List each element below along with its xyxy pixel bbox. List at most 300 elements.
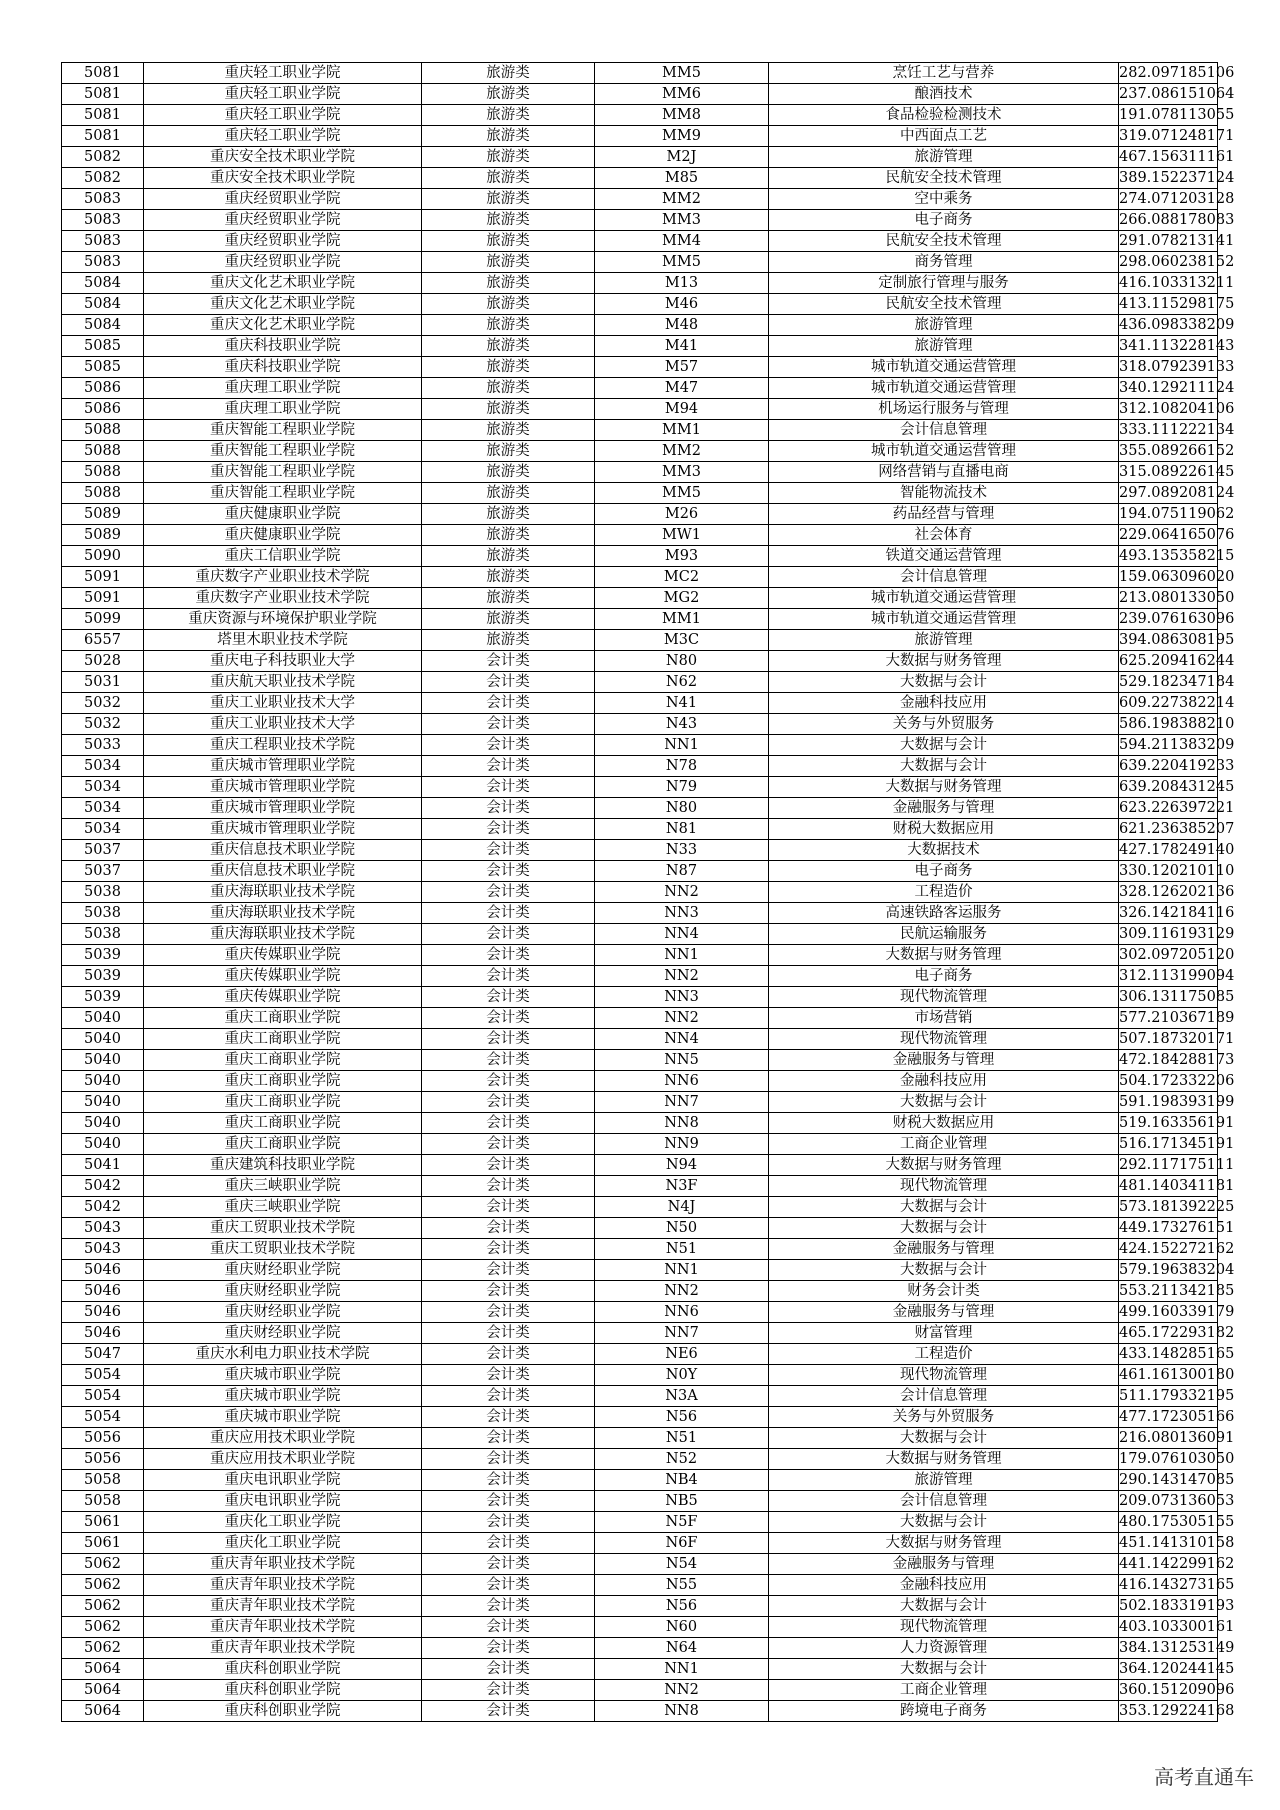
cell-major-code: MM5 (595, 483, 769, 504)
admission-score-table (61, 62, 1235, 1722)
cell-school-name: 重庆工商职业学院 (144, 1092, 422, 1113)
cell-major-code: M94 (595, 399, 769, 420)
cell-score: 477.172305166 (1119, 1407, 1218, 1428)
cell-category: 会计类 (422, 1197, 595, 1218)
cell-school-name: 重庆信息技术职业学院 (144, 840, 422, 861)
cell-category: 旅游类 (422, 84, 595, 105)
cell-school-code: 5041 (62, 1155, 144, 1176)
cell-school-name: 重庆城市管理职业学院 (144, 777, 422, 798)
cell-school-code: 5040 (62, 1071, 144, 1092)
cell-major-code: NN2 (595, 1008, 769, 1029)
table-row (62, 819, 1218, 840)
table-row (62, 1134, 1218, 1155)
cell-category: 旅游类 (422, 189, 595, 210)
cell-major-name: 财务会计类 (769, 1281, 1119, 1302)
cell-major-code: NN1 (595, 735, 769, 756)
cell-score: 318.079239133 (1119, 357, 1218, 378)
cell-school-code: 5081 (62, 84, 144, 105)
cell-school-code: 5088 (62, 462, 144, 483)
cell-school-code: 5038 (62, 924, 144, 945)
cell-school-code: 5042 (62, 1197, 144, 1218)
cell-school-code: 5062 (62, 1596, 144, 1617)
cell-score: 427.178249140 (1119, 840, 1218, 861)
cell-score: 516.171345191 (1119, 1134, 1218, 1155)
cell-school-name: 重庆城市管理职业学院 (144, 798, 422, 819)
cell-major-code: M46 (595, 294, 769, 315)
table-row (62, 1470, 1218, 1491)
table-row (62, 357, 1218, 378)
cell-major-code: MM6 (595, 84, 769, 105)
cell-score: 529.182347184 (1119, 672, 1218, 693)
cell-major-name: 大数据与财务管理 (769, 1155, 1119, 1176)
cell-school-name: 重庆应用技术职业学院 (144, 1449, 422, 1470)
cell-major-code: N52 (595, 1449, 769, 1470)
cell-major-name: 城市轨道交通运营管理 (769, 441, 1119, 462)
cell-school-name: 重庆经贸职业学院 (144, 189, 422, 210)
cell-school-code: 5040 (62, 1092, 144, 1113)
cell-category: 会计类 (422, 1218, 595, 1239)
cell-category: 旅游类 (422, 315, 595, 336)
cell-major-name: 大数据与会计 (769, 1659, 1119, 1680)
cell-major-name: 金融科技应用 (769, 1071, 1119, 1092)
table-row (62, 882, 1218, 903)
cell-school-name: 重庆传媒职业学院 (144, 966, 422, 987)
cell-category: 会计类 (422, 966, 595, 987)
cell-major-name: 大数据与财务管理 (769, 777, 1119, 798)
cell-major-code: NN2 (595, 966, 769, 987)
cell-school-code: 5034 (62, 798, 144, 819)
table-row (62, 1512, 1218, 1533)
cell-major-code: N80 (595, 798, 769, 819)
cell-major-name: 工程造价 (769, 1344, 1119, 1365)
cell-score: 591.198393199 (1119, 1092, 1218, 1113)
cell-major-name: 金融科技应用 (769, 693, 1119, 714)
cell-major-code: N6F (595, 1533, 769, 1554)
cell-category: 旅游类 (422, 567, 595, 588)
table-row (62, 1239, 1218, 1260)
cell-school-name: 塔里木职业技术学院 (144, 630, 422, 651)
table-body (62, 63, 1235, 1722)
cell-category: 会计类 (422, 1701, 595, 1722)
cell-major-code: MM5 (595, 63, 769, 84)
cell-major-name: 电子商务 (769, 210, 1119, 231)
cell-category: 会计类 (422, 798, 595, 819)
cell-school-name: 重庆电讯职业学院 (144, 1491, 422, 1512)
cell-school-code: 5084 (62, 273, 144, 294)
table-row (62, 1281, 1218, 1302)
cell-category: 会计类 (422, 651, 595, 672)
cell-major-code: NE6 (595, 1344, 769, 1365)
cell-school-name: 重庆数字产业职业技术学院 (144, 567, 422, 588)
cell-major-code: M26 (595, 504, 769, 525)
cell-score: 625.209416244 (1119, 651, 1218, 672)
table-row (62, 462, 1218, 483)
cell-school-code: 5032 (62, 693, 144, 714)
cell-major-name: 机场运行服务与管理 (769, 399, 1119, 420)
cell-school-name: 重庆工商职业学院 (144, 1029, 422, 1050)
cell-school-code: 5089 (62, 525, 144, 546)
cell-score: 413.115298175 (1119, 294, 1218, 315)
cell-major-code: N78 (595, 756, 769, 777)
cell-category: 旅游类 (422, 504, 595, 525)
cell-school-code: 5062 (62, 1617, 144, 1638)
cell-category: 旅游类 (422, 630, 595, 651)
cell-school-name: 重庆信息技术职业学院 (144, 861, 422, 882)
cell-score: 472.184288173 (1119, 1050, 1218, 1071)
cell-major-code: NN7 (595, 1323, 769, 1344)
table-row (62, 378, 1218, 399)
cell-category: 旅游类 (422, 462, 595, 483)
table-row (62, 777, 1218, 798)
cell-major-name: 财税大数据应用 (769, 819, 1119, 840)
cell-category: 会计类 (422, 756, 595, 777)
cell-category: 会计类 (422, 1470, 595, 1491)
cell-school-code: 5038 (62, 882, 144, 903)
cell-score: 330.120210110 (1119, 861, 1218, 882)
cell-category: 会计类 (422, 1512, 595, 1533)
table-row (62, 966, 1218, 987)
cell-school-code: 5056 (62, 1449, 144, 1470)
cell-school-code: 5084 (62, 315, 144, 336)
cell-school-code: 5040 (62, 1008, 144, 1029)
cell-major-name: 药品经营与管理 (769, 504, 1119, 525)
table-row (62, 630, 1218, 651)
cell-school-code: 5038 (62, 903, 144, 924)
table-row (62, 1029, 1218, 1050)
cell-category: 旅游类 (422, 483, 595, 504)
cell-category: 会计类 (422, 1239, 595, 1260)
cell-score: 216.080136091 (1119, 1428, 1218, 1449)
cell-school-name: 重庆化工职业学院 (144, 1533, 422, 1554)
cell-major-name: 大数据与会计 (769, 1428, 1119, 1449)
cell-category: 会计类 (422, 1176, 595, 1197)
table-row (62, 147, 1218, 168)
cell-major-code: MM1 (595, 420, 769, 441)
cell-major-code: NB4 (595, 1470, 769, 1491)
cell-major-name: 金融科技应用 (769, 1575, 1119, 1596)
cell-school-name: 重庆文化艺术职业学院 (144, 315, 422, 336)
cell-major-name: 关务与外贸服务 (769, 714, 1119, 735)
table-row (62, 105, 1218, 126)
cell-major-name: 城市轨道交通运营管理 (769, 588, 1119, 609)
cell-major-code: N5F (595, 1512, 769, 1533)
table-row (62, 1092, 1218, 1113)
cell-major-code: NN6 (595, 1302, 769, 1323)
cell-school-code: 5046 (62, 1260, 144, 1281)
cell-category: 会计类 (422, 1155, 595, 1176)
cell-score: 451.141310158 (1119, 1533, 1218, 1554)
cell-school-name: 重庆工信职业学院 (144, 546, 422, 567)
cell-category: 会计类 (422, 1050, 595, 1071)
cell-school-code: 5043 (62, 1218, 144, 1239)
cell-major-name: 现代物流管理 (769, 1029, 1119, 1050)
cell-school-code: 5040 (62, 1134, 144, 1155)
cell-major-name: 烹饪工艺与营养 (769, 63, 1119, 84)
cell-school-code: 5064 (62, 1680, 144, 1701)
cell-major-name: 工商企业管理 (769, 1134, 1119, 1155)
table-row (62, 1302, 1218, 1323)
table-row (62, 126, 1218, 147)
cell-major-code: M2J (595, 147, 769, 168)
cell-major-name: 大数据与财务管理 (769, 1449, 1119, 1470)
cell-major-name: 电子商务 (769, 861, 1119, 882)
cell-school-code: 5058 (62, 1470, 144, 1491)
table-row (62, 1050, 1218, 1071)
cell-major-name: 财富管理 (769, 1323, 1119, 1344)
cell-school-code: 5088 (62, 441, 144, 462)
cell-major-code: NN3 (595, 987, 769, 1008)
cell-score: 507.187320171 (1119, 1029, 1218, 1050)
cell-school-name: 重庆工商职业学院 (144, 1113, 422, 1134)
table-row (62, 1344, 1218, 1365)
cell-category: 会计类 (422, 903, 595, 924)
cell-category: 会计类 (422, 882, 595, 903)
cell-school-code: 5083 (62, 189, 144, 210)
table-row (62, 1197, 1218, 1218)
cell-major-code: N54 (595, 1554, 769, 1575)
cell-score: 573.181392225 (1119, 1197, 1218, 1218)
cell-school-code: 5058 (62, 1491, 144, 1512)
cell-score: 291.078213141 (1119, 231, 1218, 252)
cell-school-name: 重庆三峡职业学院 (144, 1197, 422, 1218)
cell-major-name: 民航安全技术管理 (769, 168, 1119, 189)
cell-category: 旅游类 (422, 147, 595, 168)
cell-school-name: 重庆经贸职业学院 (144, 231, 422, 252)
cell-major-code: N56 (595, 1407, 769, 1428)
cell-major-name: 民航运输服务 (769, 924, 1119, 945)
cell-school-code: 5081 (62, 126, 144, 147)
cell-school-code: 5037 (62, 840, 144, 861)
cell-score: 333.111222134 (1119, 420, 1218, 441)
cell-school-code: 5046 (62, 1281, 144, 1302)
cell-score: 355.089266152 (1119, 441, 1218, 462)
cell-score: 191.078113055 (1119, 105, 1218, 126)
cell-school-name: 重庆理工职业学院 (144, 399, 422, 420)
cell-score: 481.140341181 (1119, 1176, 1218, 1197)
cell-school-name: 重庆轻工职业学院 (144, 126, 422, 147)
cell-school-name: 重庆三峡职业学院 (144, 1176, 422, 1197)
cell-major-code: M93 (595, 546, 769, 567)
cell-category: 会计类 (422, 1113, 595, 1134)
cell-major-code: NN1 (595, 1659, 769, 1680)
cell-major-name: 旅游管理 (769, 630, 1119, 651)
cell-school-name: 重庆青年职业技术学院 (144, 1596, 422, 1617)
cell-school-name: 重庆工程职业技术学院 (144, 735, 422, 756)
table-row (62, 525, 1218, 546)
watermark-text: 高考直通车 (1154, 1765, 1254, 1789)
table-row (62, 1155, 1218, 1176)
cell-major-name: 关务与外贸服务 (769, 1407, 1119, 1428)
cell-major-name: 定制旅行管理与服务 (769, 273, 1119, 294)
table-row (62, 1491, 1218, 1512)
cell-major-name: 电子商务 (769, 966, 1119, 987)
cell-score: 553.211342185 (1119, 1281, 1218, 1302)
cell-school-name: 重庆城市管理职业学院 (144, 819, 422, 840)
cell-school-code: 5085 (62, 336, 144, 357)
cell-major-code: N4J (595, 1197, 769, 1218)
table-row (62, 945, 1218, 966)
table-row (62, 1638, 1218, 1659)
cell-score: 416.143273165 (1119, 1575, 1218, 1596)
cell-score: 639.220419233 (1119, 756, 1218, 777)
cell-category: 会计类 (422, 924, 595, 945)
cell-score: 519.163356191 (1119, 1113, 1218, 1134)
cell-category: 会计类 (422, 1365, 595, 1386)
cell-major-name: 大数据技术 (769, 840, 1119, 861)
cell-major-code: NN2 (595, 882, 769, 903)
cell-school-name: 重庆青年职业技术学院 (144, 1554, 422, 1575)
cell-school-name: 重庆化工职业学院 (144, 1512, 422, 1533)
table-row (62, 420, 1218, 441)
table-row (62, 1428, 1218, 1449)
table-row (62, 1218, 1218, 1239)
table-row (62, 1680, 1218, 1701)
cell-score: 433.148285165 (1119, 1344, 1218, 1365)
cell-school-name: 重庆工贸职业技术学院 (144, 1239, 422, 1260)
cell-major-name: 大数据与会计 (769, 735, 1119, 756)
table-row (62, 756, 1218, 777)
cell-score: 416.103313211 (1119, 273, 1218, 294)
cell-school-code: 5083 (62, 252, 144, 273)
table-row (62, 693, 1218, 714)
cell-school-code: 5083 (62, 210, 144, 231)
cell-score: 302.097205120 (1119, 945, 1218, 966)
cell-major-code: N80 (595, 651, 769, 672)
cell-category: 会计类 (422, 1407, 595, 1428)
cell-school-name: 重庆水利电力职业技术学院 (144, 1344, 422, 1365)
cell-school-code: 5033 (62, 735, 144, 756)
cell-category: 旅游类 (422, 441, 595, 462)
cell-school-code: 5062 (62, 1554, 144, 1575)
cell-major-name: 旅游管理 (769, 147, 1119, 168)
table-row (62, 399, 1218, 420)
cell-category: 旅游类 (422, 273, 595, 294)
cell-school-code: 5091 (62, 588, 144, 609)
cell-school-code: 5034 (62, 756, 144, 777)
cell-major-code: NN8 (595, 1701, 769, 1722)
cell-category: 旅游类 (422, 588, 595, 609)
cell-major-code: N79 (595, 777, 769, 798)
cell-score: 312.108204106 (1119, 399, 1218, 420)
cell-score: 274.071203128 (1119, 189, 1218, 210)
cell-school-code: 5054 (62, 1365, 144, 1386)
cell-major-name: 民航安全技术管理 (769, 294, 1119, 315)
cell-score: 364.120244145 (1119, 1659, 1218, 1680)
cell-category: 旅游类 (422, 420, 595, 441)
cell-category: 旅游类 (422, 357, 595, 378)
cell-score: 298.060238152 (1119, 252, 1218, 273)
cell-category: 旅游类 (422, 609, 595, 630)
table-row (62, 861, 1218, 882)
cell-school-name: 重庆轻工职业学院 (144, 105, 422, 126)
cell-school-name: 重庆工商职业学院 (144, 1050, 422, 1071)
cell-score: 159.063096020 (1119, 567, 1218, 588)
cell-major-code: NN1 (595, 945, 769, 966)
cell-major-code: MM8 (595, 105, 769, 126)
table-row (62, 1323, 1218, 1344)
cell-category: 会计类 (422, 819, 595, 840)
cell-major-code: N33 (595, 840, 769, 861)
cell-major-name: 金融服务与管理 (769, 1239, 1119, 1260)
cell-major-code: M47 (595, 378, 769, 399)
cell-category: 会计类 (422, 1659, 595, 1680)
cell-score: 341.113228143 (1119, 336, 1218, 357)
cell-score: 394.086308195 (1119, 630, 1218, 651)
cell-school-name: 重庆轻工职业学院 (144, 63, 422, 84)
cell-score: 511.179332195 (1119, 1386, 1218, 1407)
cell-major-name: 高速铁路客运服务 (769, 903, 1119, 924)
cell-school-code: 5039 (62, 966, 144, 987)
cell-school-name: 重庆工商职业学院 (144, 1134, 422, 1155)
cell-major-code: NN8 (595, 1113, 769, 1134)
cell-major-name: 金融服务与管理 (769, 1554, 1119, 1575)
cell-major-name: 民航安全技术管理 (769, 231, 1119, 252)
table-row (62, 987, 1218, 1008)
cell-major-code: NN9 (595, 1134, 769, 1155)
cell-school-name: 重庆科创职业学院 (144, 1701, 422, 1722)
cell-school-code: 5088 (62, 483, 144, 504)
table-row (62, 483, 1218, 504)
cell-score: 609.227382214 (1119, 693, 1218, 714)
cell-score: 292.117175111 (1119, 1155, 1218, 1176)
cell-score: 502.183319193 (1119, 1596, 1218, 1617)
cell-school-name: 重庆安全技术职业学院 (144, 147, 422, 168)
cell-major-code: N3F (595, 1176, 769, 1197)
cell-score: 480.175305155 (1119, 1512, 1218, 1533)
cell-score: 579.196383204 (1119, 1260, 1218, 1281)
cell-score: 282.097185106 (1119, 63, 1218, 84)
cell-major-code: N41 (595, 693, 769, 714)
cell-category: 旅游类 (422, 378, 595, 399)
cell-score: 340.129211124 (1119, 378, 1218, 399)
cell-major-code: NN4 (595, 924, 769, 945)
table-row (62, 546, 1218, 567)
cell-category: 会计类 (422, 1323, 595, 1344)
cell-major-name: 财税大数据应用 (769, 1113, 1119, 1134)
cell-school-name: 重庆工商职业学院 (144, 1071, 422, 1092)
cell-school-name: 重庆财经职业学院 (144, 1260, 422, 1281)
cell-school-name: 重庆健康职业学院 (144, 504, 422, 525)
cell-school-code: 5028 (62, 651, 144, 672)
table-row (62, 1575, 1218, 1596)
table-row (62, 1386, 1218, 1407)
cell-major-name: 金融服务与管理 (769, 1302, 1119, 1323)
cell-major-name: 金融服务与管理 (769, 798, 1119, 819)
cell-category: 会计类 (422, 1071, 595, 1092)
cell-major-name: 会计信息管理 (769, 1386, 1119, 1407)
cell-major-code: M57 (595, 357, 769, 378)
cell-category: 会计类 (422, 1428, 595, 1449)
cell-major-name: 跨境电子商务 (769, 1701, 1119, 1722)
cell-score: 360.151209096 (1119, 1680, 1218, 1701)
table-row (62, 672, 1218, 693)
cell-school-name: 重庆智能工程职业学院 (144, 483, 422, 504)
cell-score: 326.142184116 (1119, 903, 1218, 924)
cell-school-code: 5064 (62, 1701, 144, 1722)
cell-category: 会计类 (422, 1344, 595, 1365)
cell-school-code: 5082 (62, 147, 144, 168)
cell-score: 493.135358215 (1119, 546, 1218, 567)
cell-category: 会计类 (422, 861, 595, 882)
cell-major-name: 大数据与会计 (769, 1092, 1119, 1113)
cell-major-name: 金融服务与管理 (769, 1050, 1119, 1071)
table-row (62, 714, 1218, 735)
cell-school-name: 重庆城市职业学院 (144, 1386, 422, 1407)
cell-school-name: 重庆健康职业学院 (144, 525, 422, 546)
table-row (62, 252, 1218, 273)
cell-score: 239.076163096 (1119, 609, 1218, 630)
table-row (62, 903, 1218, 924)
